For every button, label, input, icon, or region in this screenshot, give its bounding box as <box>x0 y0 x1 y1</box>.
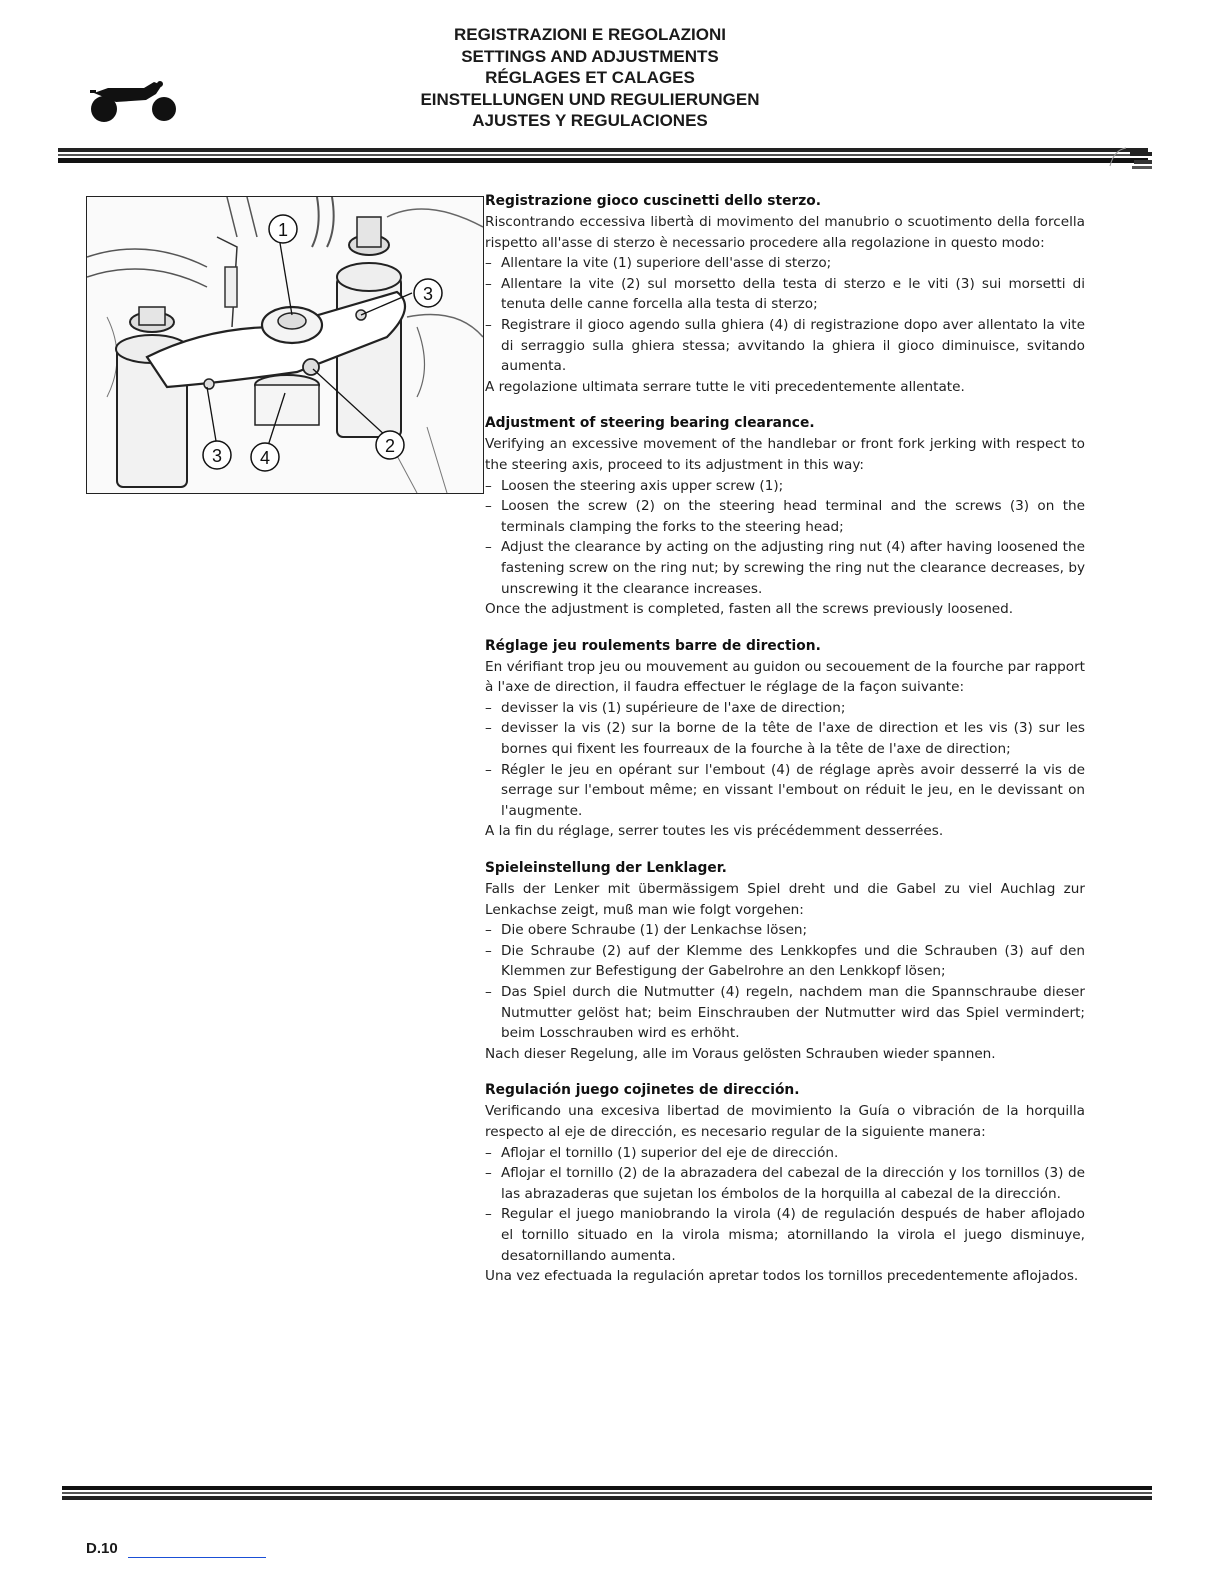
section-intro: Verificando una excesiva libertad de movimiento la Guía o vibración de la horquilla respecto al eje de dirección, es necesario regular de la siguiente manera: <box>485 1103 1085 1140</box>
section-outro: A regolazione ultimata serrare tutte le viti precedentemente allentate. <box>485 378 965 395</box>
footer-divider <box>62 1486 1152 1500</box>
steering-head-illustration <box>86 196 484 494</box>
callout-4: 4 <box>259 448 271 468</box>
section-french <box>485 635 1085 842</box>
section-title: Registrazione gioco cuscinetti dello sterzo. <box>485 193 821 209</box>
callout-3-left: 3 <box>211 446 223 466</box>
section-intro: En vérifiant trop jeu ou mouvement au guidon ou secouement de la fourche par rapport à l'axe de direction, il faudra effectuer le réglage de la façon suivante: <box>485 658 1085 696</box>
list-item: – Adjust the clearance by acting on the adjusting ring nut (4) after having loosened the fastening screw on the ring nut; by screwing the ring nut the clearance decreases, by unscrewing it the clearance increases. <box>485 539 1085 597</box>
page-number-underline <box>128 1557 266 1558</box>
list-item: – Aflojar el tornillo (1) superior del eje de dirección. <box>485 1144 839 1161</box>
page-number: D.10 <box>86 1540 118 1557</box>
header-title-es: AJUSTES Y REGULACIONES <box>472 111 708 130</box>
list-item: – Aflojar el tornillo (2) de la abrazadera del cabezal de la dirección y los tornillos (3) de las abrazaderas que sujetan los émbolos de la horquilla al cabezal de la dirección. <box>485 1165 1085 1202</box>
section-outro: Nach dieser Regelung, alle im Voraus gelösten Schrauben wieder spannen. <box>485 1045 996 1062</box>
motorcycle-logo-icon <box>86 76 182 124</box>
list-item: – Regular el juego maniobrando la virola (4) de regulación después de haber aflojado el tornillo situado en la virola misma; atornillando la virola el juego disminuye, desatornillando aumenta. <box>485 1206 1085 1264</box>
list-item: – Loosen the screw (2) on the steering head terminal and the screws (3) on the terminals clamping the forks to the steering head; <box>485 498 1085 535</box>
header-title-fr: RÉGLAGES ET CALAGES <box>485 68 695 87</box>
instructions-content <box>485 190 1085 1302</box>
page-header-titles <box>400 24 780 132</box>
section-intro: Riscontrando eccessiva libertà di movimento del manubrio o scuotimento della forcella rispetto all'asse di sterzo è necessario procedere alla regolazione in questo modo: <box>485 214 1085 251</box>
list-item: – devisser la vis (2) sur la borne de la tête de l'axe de direction et les vis (3) sur les bornes qui fixent les fourreaux de la fourche à la tête de l'axe de direction; <box>485 720 1085 758</box>
section-outro: Una vez efectuada la regulación apretar todos los tornillos precedentemente aflojados. <box>485 1268 1079 1285</box>
page-edge-mark <box>1108 146 1152 172</box>
callout-3-right: 3 <box>422 284 434 304</box>
list-item: – Loosen the steering axis upper screw (1); <box>485 477 784 494</box>
header-divider <box>58 148 1148 164</box>
list-item: – Allentare la vite (2) sul morsetto della testa di sterzo e le viti (3) sui morsetti di tenuta delle canne forcella alla testa di sterzo; <box>485 275 1085 313</box>
list-item: – Régler le jeu en opérant sur l'embout (4) de réglage après avoir desserré la vis de serrage sur l'embout même; en vissant l'embout on réduit le jeu, en le devissant on l'augmente. <box>485 761 1085 819</box>
section-outro: Once the adjustment is completed, fasten all the screws previously loosened. <box>485 601 1014 618</box>
list-item: – Die obere Schraube (1) der Lenkachse lösen; <box>485 922 808 939</box>
section-title: Adjustment of steering bearing clearance. <box>485 415 815 432</box>
callout-1: 1 <box>277 220 289 240</box>
list-item: – devisser la vis (1) supérieure de l'axe de direction; <box>485 699 846 716</box>
section-outro: A la fin du réglage, serrer toutes les vis précédemment desserrées. <box>485 823 944 840</box>
section-german <box>485 857 1085 1064</box>
section-title: Réglage jeu roulements barre de direction. <box>485 637 821 654</box>
list-item: – Das Spiel durch die Nutmutter (4) regeln, nachdem man die Spannschraube dieser Nutmutter gelöst hat; beim Einschrauben der Nutmutter wird das Spiel vermindert; beim Losschrauben wird es erhöht. <box>485 984 1085 1042</box>
section-intro: Falls der Lenker mit übermässigem Spiel dreht und die Gabel zu viel Auchlag zur Lenkachse zeigt, muß man wie folgt vorgehen: <box>485 881 1085 918</box>
section-english <box>485 412 1085 619</box>
steering-head-drawing <box>87 197 483 493</box>
section-italian <box>485 190 1085 397</box>
list-item: – Allentare la vite (1) superiore dell'asse di sterzo; <box>485 255 832 272</box>
section-title: Regulación juego cojinetes de dirección. <box>485 1082 800 1099</box>
section-spanish <box>485 1079 1085 1286</box>
header-title-en: SETTINGS AND ADJUSTMENTS <box>461 46 719 66</box>
list-item: – Die Schraube (2) auf der Klemme des Lenkkopfes und die Schrauben (3) auf den Klemmen zur Befestigung der Gabelrohre an den Lenkkopf lösen; <box>485 942 1085 980</box>
section-intro: Verifying an excessive movement of the handlebar or front fork jerking with respect to the steering axis, proceed to its adjustment in this way: <box>485 436 1085 473</box>
callout-2: 2 <box>384 436 396 456</box>
list-item: – Registrare il gioco agendo sulla ghiera (4) di registrazione dopo aver allentato la vite di serraggio sulla ghiera stessa; avvitando la ghiera il gioco diminuisce, svitando aumenta. <box>485 316 1085 375</box>
section-title: Spieleinstellung der Lenklager. <box>485 860 727 877</box>
header-title-it: REGISTRAZIONI E REGOLAZIONI <box>453 25 726 44</box>
header-title-de: EINSTELLUNGEN UND REGULIERUNGEN <box>420 89 760 109</box>
